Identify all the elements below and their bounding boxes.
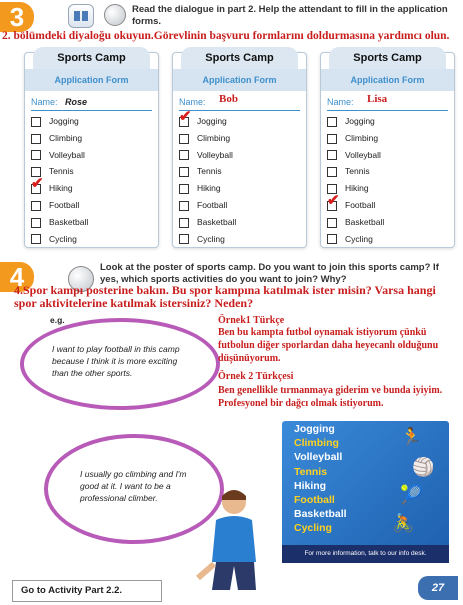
name-value: Bob <box>219 93 238 105</box>
ornek1-title: Örnek1 Türkçe <box>218 315 285 326</box>
eg-label: e.g. <box>50 315 65 325</box>
option-label: Volleyball <box>197 149 233 160</box>
part3-number-badge: 3 <box>0 2 34 32</box>
option-football[interactable] <box>31 199 79 213</box>
option-label: Hiking <box>49 183 73 194</box>
checkbox[interactable] <box>327 234 337 244</box>
checkbox[interactable] <box>31 234 41 244</box>
name-field[interactable] <box>179 93 300 111</box>
option-climbing[interactable] <box>31 132 82 146</box>
form-top-label: Sports Camp <box>33 47 150 69</box>
option-cycling[interactable] <box>179 233 225 247</box>
checkbox[interactable] <box>327 167 337 177</box>
option-volleyball[interactable] <box>179 149 233 163</box>
go-to-activity-label[interactable]: Go to Activity Part 2.2. <box>12 580 162 602</box>
option-climbing[interactable] <box>179 132 230 146</box>
option-label: Cycling <box>197 233 225 244</box>
option-jogging[interactable] <box>327 115 375 129</box>
checkbox[interactable] <box>179 218 189 228</box>
climber-boy-image <box>176 482 276 592</box>
checkbox[interactable] <box>179 201 189 211</box>
application-form-3 <box>320 52 455 248</box>
cyclist-icon: 🚴 <box>392 513 415 533</box>
option-label: Cycling <box>49 233 77 244</box>
option-label: Football <box>49 200 80 210</box>
option-label: Football <box>345 200 376 210</box>
poster-item-football: Football <box>294 494 335 506</box>
option-tennis[interactable] <box>179 165 222 179</box>
application-form-1 <box>24 52 159 248</box>
option-label: Tennis <box>49 166 74 177</box>
ornek1-text: Ben bu kampta futbol oynamak istiyorum çünkü futbolun diğer sporlardan daha heyecanlı olduğunu düşünüyorum. <box>218 327 439 364</box>
option-label: Jogging <box>197 116 227 126</box>
checkbox[interactable] <box>31 150 41 160</box>
poster-item-tennis: Tennis <box>294 465 328 478</box>
option-label: Basketball <box>197 216 237 227</box>
option-cycling[interactable] <box>327 233 373 247</box>
checkbox[interactable] <box>327 150 337 160</box>
option-label: Volleyball <box>49 149 85 160</box>
checkbox[interactable] <box>31 117 41 127</box>
check-mark-icon: ✔ <box>179 108 192 125</box>
bubble2-text: I usually go climbing and I'm good at it. I want to be a professional climber. <box>80 469 187 503</box>
checkbox[interactable] <box>327 218 337 228</box>
poster-item-volleyball: Volleyball <box>294 451 343 464</box>
form-header: Application Form <box>25 69 158 91</box>
option-label: Hiking <box>197 183 221 194</box>
option-label: Cycling <box>345 233 373 244</box>
option-cycling[interactable] <box>31 233 77 247</box>
checkbox[interactable] <box>327 134 337 144</box>
option-tennis[interactable] <box>327 165 370 179</box>
checkbox[interactable] <box>31 218 41 228</box>
form-top-label: Sports Camp <box>181 47 298 69</box>
option-label: Football <box>197 200 228 210</box>
page-number: 27 <box>418 576 458 600</box>
checkbox[interactable] <box>31 201 41 211</box>
checkbox[interactable] <box>179 167 189 177</box>
option-volleyball[interactable] <box>327 149 381 163</box>
poster-item-climbing: Climbing <box>294 437 339 450</box>
sports-camp-poster <box>282 421 449 563</box>
bubble1-text: I want to play football in this camp because I think it is more exciting than the other sports. <box>52 344 180 378</box>
option-hiking[interactable] <box>179 182 221 196</box>
poster-item-hiking: Hiking <box>294 479 327 492</box>
volleyball-player-icon: 🏐 <box>412 457 435 477</box>
poster-footer: For more information, talk to our info desk. <box>282 545 449 563</box>
option-label: Jogging <box>49 116 79 126</box>
book-icon[interactable] <box>68 4 94 28</box>
ornek2-text: Ben genellikle tırmanmaya giderim ve bunda iyiyim. Profesyonel bir dağcı olmak istiyorum. <box>218 385 443 409</box>
option-label: Tennis <box>345 166 370 177</box>
option-climbing[interactable] <box>327 132 378 146</box>
option-label: Jogging <box>345 116 375 126</box>
form-header: Application Form <box>321 69 454 91</box>
part4-number-badge: 4 <box>0 262 34 292</box>
part4-instruction: Look at the poster of sports camp. Do you want to join this sports camp? If yes, which sports activities do you want to join? Why? <box>100 262 439 285</box>
option-jogging[interactable] <box>31 115 79 129</box>
option-label: Tennis <box>197 166 222 177</box>
checkbox[interactable] <box>179 234 189 244</box>
checkbox[interactable] <box>179 184 189 194</box>
name-label: Name: <box>179 97 206 107</box>
pencil-icon[interactable] <box>104 4 126 26</box>
tennis-player-icon: 🎾 <box>400 485 423 505</box>
option-basketball[interactable] <box>179 216 236 230</box>
form-top-label: Sports Camp <box>329 47 446 69</box>
checkbox[interactable] <box>31 134 41 144</box>
checkbox[interactable] <box>327 117 337 127</box>
part4-turkish-overlay: 4.Spor kampı posterine bakın. Bu spor kampına katılmak ister misin? Varsa hangi spor aktivitelerine katılmak istersiniz? Neden? <box>14 283 436 310</box>
poster-item-basketball: Basketball <box>294 508 347 521</box>
form-header: Application Form <box>173 69 306 91</box>
option-basketball[interactable] <box>31 216 88 230</box>
name-value: Lisa <box>367 93 388 105</box>
option-label: Climbing <box>197 132 231 143</box>
check-mark-icon: ✔ <box>327 192 340 209</box>
option-volleyball[interactable] <box>31 149 85 163</box>
poster-item-jogging: Jogging <box>294 423 335 435</box>
option-football[interactable] <box>179 199 227 213</box>
checkbox[interactable] <box>179 150 189 160</box>
application-form-2 <box>172 52 307 248</box>
check-mark-icon: ✔ <box>31 175 44 193</box>
option-label: Hiking <box>345 183 369 194</box>
name-field[interactable] <box>31 97 152 111</box>
option-label: Climbing <box>345 132 379 143</box>
poster-item-cycling: Cycling <box>294 522 332 535</box>
name-field[interactable] <box>327 93 448 111</box>
ornek2-title: Örnek 2 Türkçesi <box>218 371 294 382</box>
checkbox[interactable] <box>179 134 189 144</box>
option-label: Basketball <box>49 216 89 227</box>
name-value: Rose <box>65 97 88 107</box>
name-label: Name: <box>31 97 58 107</box>
part3-turkish-overlay: 2. bölümdeki diyaloğu okuyun.Görevlinin başvuru formlarını doldurmasına yardımcı olun. <box>2 30 450 42</box>
part3-instruction: Read the dialogue in part 2. Help the attendant to fill in the application forms. <box>132 4 448 27</box>
option-basketball[interactable] <box>327 216 384 230</box>
name-label: Name: <box>327 97 354 107</box>
runner-icon: 🏃 <box>400 427 423 447</box>
option-label: Volleyball <box>345 149 381 160</box>
option-label: Climbing <box>49 132 83 143</box>
option-label: Basketball <box>345 216 385 227</box>
